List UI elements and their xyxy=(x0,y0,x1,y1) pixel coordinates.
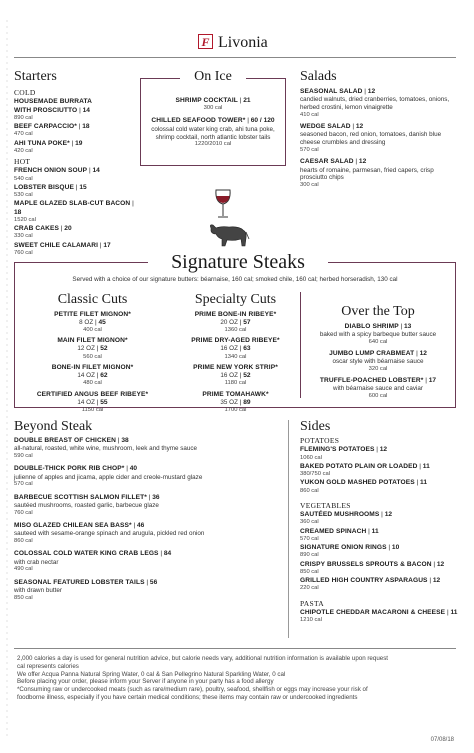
item-calories: 490 cal xyxy=(14,566,33,573)
item-name: CRISPY BRUSSELS SPROUTS & BACON xyxy=(300,560,432,568)
item-description: hearts of romaine, parmesan, fried capers, crisp prosciutto chips xyxy=(300,166,434,182)
item-calories: 890 cal xyxy=(300,552,319,559)
item-name: HOUSEMADE BURRATA xyxy=(14,98,93,106)
item-description: all-natural, roasted, white wine, mushroom, leek and thyme sauce xyxy=(14,445,198,453)
footer-nutrition-note: 2,000 calories a day is used for general nutrition advice, but calorie needs vary, additional nutrition information is available upon request xyxy=(17,655,389,662)
header-divider xyxy=(14,57,456,58)
menu-item: HOUSEMADE BURRATA WITH PROSCIUTTO | 14 890 cal xyxy=(14,98,134,122)
menu-item: CAESAR SALAD | 12 hearts of romaine, parmesan, fried capers, crisp prosciutto chips 300 cal xyxy=(300,158,452,189)
item-price: 57 xyxy=(243,318,251,326)
item-calories: 860 cal xyxy=(14,538,33,545)
menu-item: SIGNATURE ONION RINGS | 10 890 cal xyxy=(300,544,460,559)
item-weight: 14 OZ xyxy=(77,398,95,406)
signature-title-wrap xyxy=(148,252,328,272)
item-description: colossal cold water king crab, ahi tuna poke, shrimp cocktail, north atlantic lobster tails xyxy=(151,125,275,141)
menu-item: SEASONAL FEATURED LOBSTER TAILS | 56 with drawn butter 850 cal xyxy=(14,579,240,602)
on-ice-items xyxy=(146,96,280,149)
menu-item: TRUFFLE-POACHED LOBSTER* | 17 with béarnaise sauce and caviar 600 cal xyxy=(303,377,453,400)
item-name: COLOSSAL COLD WATER KING CRAB LEGS xyxy=(14,550,159,558)
item-price: 21 xyxy=(243,97,251,104)
item-name-cont: WITH PROSCIUTTO xyxy=(14,106,78,114)
hot-subheading: HOT xyxy=(14,157,31,167)
item-price: 62 xyxy=(100,372,108,380)
item-name: WEDGE SALAD xyxy=(300,123,351,131)
item-price: 12 xyxy=(355,123,364,131)
vegetables-subheading: VEGETABLES xyxy=(300,500,351,510)
menu-item: PETITE FILET MIGNON* 8 OZ | 45 400 cal xyxy=(20,311,165,335)
item-description: baked with a spicy barbeque butter sauce xyxy=(319,330,437,338)
item-name: SHRIMP COCKTAIL xyxy=(175,97,238,104)
item-name: FLEMING'S POTATOES xyxy=(300,446,375,454)
menu-item: SEASONAL SALAD | 12 candied walnuts, dried cranberries, tomatoes, onions, herbed crostini, lemon vinaigrette 410 cal xyxy=(300,88,452,119)
item-calories: 760 cal xyxy=(14,509,33,516)
cold-subheading: COLD xyxy=(14,88,36,97)
item-calories: 1360 cal xyxy=(224,326,247,333)
wine-glass-icon xyxy=(208,188,238,224)
item-name: YUKON GOLD MASHED POTATOES xyxy=(300,479,415,487)
menu-item: PRIME TOMAHAWK* 35 OZ | 89 1700 cal xyxy=(163,391,308,415)
over-the-top-title: Over the Top xyxy=(341,304,415,319)
item-price: 11 xyxy=(420,479,427,487)
item-calories: 560 cal xyxy=(83,353,102,360)
item-price: 15 xyxy=(79,183,87,191)
menu-item: CHIPOTLE CHEDDAR MACARONI & CHEESE | 11 1210 cal xyxy=(300,609,460,624)
item-price: 18 xyxy=(14,208,22,216)
item-calories: 1220/2010 cal xyxy=(194,141,232,148)
item-price: 19 xyxy=(75,139,83,147)
item-calories: 1700 cal xyxy=(224,407,247,414)
salads-title: Salads xyxy=(300,69,337,84)
menu-item: FLEMING'S POTATOES | 12 1060 cal xyxy=(300,446,460,461)
menu-item: SAUTÉED MUSHROOMS | 12 360 cal xyxy=(300,511,460,526)
menu-item: YUKON GOLD MASHED POTATOES | 11 860 cal xyxy=(300,479,460,494)
item-name: DOUBLE BREAST OF CHICKEN xyxy=(14,437,117,444)
item-price: 12 xyxy=(358,158,367,166)
footer-water-note: We offer Acqua Panna Natural Spring Water, 0 cal & San Pellegrino Natural Sparkling Water, 0 cal xyxy=(17,670,286,678)
classic-cuts-title: Classic Cuts xyxy=(57,292,128,307)
item-calories: 850 cal xyxy=(300,568,319,575)
menu-item: PRIME NEW YORK STRIP* 16 OZ | 52 1180 cal xyxy=(163,364,308,388)
signature-title: Signature Steaks xyxy=(171,251,305,273)
item-price: 20 xyxy=(64,225,72,233)
menu-item: CREAMED SPINACH | 11 570 cal xyxy=(300,528,460,543)
item-name: GRILLED HIGH COUNTRY ASPARAGUS xyxy=(300,577,428,585)
item-price: 14 xyxy=(92,167,100,175)
item-price: 38 xyxy=(121,437,129,444)
signature-intro: Served with a choice of our signature butters: béarnaise, 160 cal; smoked chile, 160 cal; herbed horseradish, 130 cal xyxy=(72,276,398,283)
item-weight: 12 OZ xyxy=(77,345,95,353)
item-price: 60 / 120 xyxy=(250,117,275,125)
starters-section xyxy=(14,70,134,257)
item-calories: 1060 cal xyxy=(300,454,322,461)
salads-section xyxy=(300,70,452,190)
on-ice-title: On Ice xyxy=(194,69,232,84)
item-calories: 400 cal xyxy=(83,326,102,333)
location-title: Livonia xyxy=(218,34,268,51)
item-price: 52 xyxy=(243,372,251,380)
item-calories: 850 cal xyxy=(14,594,33,601)
specialty-cuts-title: Specialty Cuts xyxy=(194,292,277,307)
item-name: PETITE FILET MIGNON* xyxy=(54,310,131,318)
menu-item: DOUBLE BREAST OF CHICKEN | 38 all-natural, roasted, white wine, mushroom, leek and thyme sauce 590 cal xyxy=(14,437,240,460)
menu-item: BEEF CARPACCIO* | 18 470 cal xyxy=(14,123,134,138)
over-the-top-column xyxy=(303,303,453,400)
column-divider xyxy=(288,420,289,638)
item-description: oscar style with béarnaise sauce xyxy=(332,358,424,366)
item-calories: 300 cal xyxy=(203,105,223,112)
menu-item: SHRIMP COCKTAIL | 21 300 cal xyxy=(146,97,280,112)
sides-title: Sides xyxy=(300,419,331,434)
menu-item: WEDGE SALAD | 12 seasoned bacon, red onion, tomatoes, danish blue cheese crumbles and dressing 570 cal xyxy=(300,123,452,154)
item-price: 11 xyxy=(422,462,430,470)
menu-item: GRILLED HIGH COUNTRY ASPARAGUS | 12 220 cal xyxy=(300,577,460,592)
brand-logo-icon: F xyxy=(198,34,213,49)
item-calories: 380/750 cal xyxy=(300,471,330,478)
item-name: FRENCH ONION SOUP xyxy=(14,167,88,175)
menu-item: AHI TUNA POKE* | 19 420 cal xyxy=(14,140,134,155)
item-price: 17 xyxy=(103,241,111,249)
footer-notes xyxy=(17,655,457,702)
item-name: SIGNATURE ONION RINGS xyxy=(300,544,387,552)
item-calories: 600 cal xyxy=(368,393,388,400)
starters-title: Starters xyxy=(14,69,57,84)
item-weight: 35 OZ xyxy=(220,398,238,406)
item-price: 55 xyxy=(100,398,108,406)
item-name: PRIME TOMAHAWK* xyxy=(202,390,269,398)
item-price: 17 xyxy=(428,377,437,385)
item-calories: 640 cal xyxy=(368,338,388,345)
item-name: BAKED POTATO PLAIN OR LOADED xyxy=(300,462,418,470)
menu-item: DIABLO SHRIMP | 13 baked with a spicy barbeque butter sauce 640 cal xyxy=(303,323,453,346)
item-name: CRAB CAKES xyxy=(14,225,59,233)
menu-item: FRENCH ONION SOUP | 14 540 cal xyxy=(14,167,134,182)
menu-item: PRIME BONE-IN RIBEYE* 20 OZ | 57 1360 cal xyxy=(163,311,308,335)
item-weight: 20 OZ xyxy=(220,318,238,326)
item-name: LOBSTER BISQUE xyxy=(14,183,75,191)
item-price: 89 xyxy=(243,398,251,406)
item-price: 14 xyxy=(82,106,90,114)
item-calories: 570 cal xyxy=(300,535,319,542)
item-name: AHI TUNA POKE* xyxy=(14,139,70,147)
footer-divider xyxy=(14,648,456,649)
item-calories: 760 cal xyxy=(14,249,33,256)
item-weight: 16 OZ xyxy=(220,372,238,380)
item-price: 12 xyxy=(432,577,441,585)
item-weight: 14 OZ xyxy=(77,372,95,380)
item-name: CERTIFIED ANGUS BEEF RIBEYE* xyxy=(36,390,149,398)
item-calories: 420 cal xyxy=(14,147,33,154)
item-price: 40 xyxy=(129,465,138,473)
item-calories: 1340 cal xyxy=(224,353,247,360)
item-calories: 300 cal xyxy=(300,182,319,189)
item-price: 12 xyxy=(419,349,427,357)
item-price: 56 xyxy=(149,578,158,586)
item-price: 12 xyxy=(384,511,393,519)
item-description: sauteed with sesame-orange spinach and arugula, pickled red onion xyxy=(14,530,205,538)
item-calories: 890 cal xyxy=(14,114,33,121)
on-ice-title-wrap xyxy=(180,70,246,84)
item-name: PRIME DRY-AGED RIBEYE* xyxy=(191,337,280,345)
menu-item: SWEET CHILE CALAMARI | 17 760 cal xyxy=(14,242,134,257)
item-name: SWEET CHILE CALAMARI xyxy=(14,241,99,249)
item-calories: 570 cal xyxy=(14,481,33,488)
menu-item: MAPLE GLAZED SLAB-CUT BACON | 18 1520 cal xyxy=(14,200,134,223)
item-description: sautéed mushrooms, roasted garlic, barbecue glaze xyxy=(14,501,159,509)
item-price: 11 xyxy=(450,608,458,616)
item-description: with crab nectar xyxy=(14,558,59,566)
item-name: MISO GLAZED CHILEAN SEA BASS* xyxy=(14,521,132,529)
page-edge-marks xyxy=(4,0,12,753)
item-name: BONE-IN FILET MIGNON* xyxy=(51,363,134,371)
item-calories: 360 cal xyxy=(300,519,319,526)
menu-item: JUMBO LUMP CRABMEAT | 12 oscar style with béarnaise sauce 320 cal xyxy=(303,350,453,373)
item-calories: 590 cal xyxy=(14,453,33,460)
item-calories: 1520 cal xyxy=(14,216,36,223)
menu-item: CERTIFIED ANGUS BEEF RIBEYE* 14 OZ | 55 1150 cal xyxy=(20,391,165,415)
item-name: BARBECUE SCOTTISH SALMON FILLET* xyxy=(14,493,147,501)
menu-item: PRIME DRY-AGED RIBEYE* 16 OZ | 63 1340 cal xyxy=(163,337,308,361)
item-price: 84 xyxy=(163,550,172,558)
item-name: MAIN FILET MIGNON* xyxy=(57,337,128,345)
item-calories: 540 cal xyxy=(14,175,33,182)
menu-item: CRISPY BRUSSELS SPROUTS & BACON | 12 850 cal xyxy=(300,561,460,576)
over-the-top-divider xyxy=(300,292,301,398)
item-name: PRIME NEW YORK STRIP* xyxy=(193,363,278,371)
item-price: 13 xyxy=(404,322,412,330)
item-calories: 480 cal xyxy=(83,380,102,387)
item-calories: 470 cal xyxy=(14,131,33,138)
item-calories: 410 cal xyxy=(300,111,319,118)
beyond-steak-title: Beyond Steak xyxy=(14,419,93,434)
item-name: SEASONAL FEATURED LOBSTER TAILS xyxy=(14,578,145,586)
footer-raw-warning-cont: foodborne illness, especially if you have certain medical conditions; these items may contain raw or undercooked ingredients xyxy=(17,693,358,701)
footer-raw-warning: *Consuming raw or undercooked meats (such as rare/medium rare), poultry, seafood, shellfish or eggs may increase your risk of xyxy=(17,686,368,693)
item-price: 11 xyxy=(371,527,379,535)
item-name: BEEF CARPACCIO* xyxy=(14,123,77,131)
item-name: MAPLE GLAZED SLAB-CUT BACON xyxy=(14,200,131,208)
item-price: 63 xyxy=(243,345,251,353)
menu-item: CHILLED SEAFOOD TOWER* | 60 / 120 colossal cold water king crab, ahi tuna poke, shrimp cocktail, north atlantic lobster tails 1220/2010 cal xyxy=(146,117,280,148)
item-name: PRIME BONE-IN RIBEYE* xyxy=(194,310,277,318)
item-name: CHIPOTLE CHEDDAR MACARONI & CHEESE xyxy=(300,608,446,616)
item-price: 12 xyxy=(436,560,445,568)
item-name: SAUTÉED MUSHROOMS xyxy=(300,511,380,519)
menu-item: MISO GLAZED CHILEAN SEA BASS* | 46 sauteed with sesame-orange spinach and arugula, pickled red onion 860 cal xyxy=(14,522,240,545)
menu-item: CRAB CAKES | 20 330 cal xyxy=(14,225,134,240)
item-calories: 1180 cal xyxy=(224,380,247,387)
specialty-cuts-column xyxy=(163,291,308,414)
menu-item: BAKED POTATO PLAIN OR LOADED | 11 380/750 cal xyxy=(300,463,460,478)
item-name: JUMBO LUMP CRABMEAT xyxy=(329,349,415,357)
potatoes-subheading: POTATOES xyxy=(300,436,340,445)
item-calories: 330 cal xyxy=(14,233,33,240)
item-calories: 570 cal xyxy=(300,147,319,154)
item-calories: 1210 cal xyxy=(300,617,322,624)
item-name: DIABLO SHRIMP xyxy=(344,322,399,330)
menu-item: MAIN FILET MIGNON* 12 OZ | 52 560 cal xyxy=(20,337,165,361)
item-name: CREAMED SPINACH xyxy=(300,527,367,535)
item-price: 45 xyxy=(98,318,106,326)
item-price: 10 xyxy=(391,544,400,552)
menu-item: COLOSSAL COLD WATER KING CRAB LEGS | 84 with crab nectar 490 cal xyxy=(14,550,240,573)
footer-allergy-note: Before placing your order, please inform your Server if anyone in your party has a food allergy xyxy=(17,678,274,686)
item-name: TRUFFLE-POACHED LOBSTER* xyxy=(319,377,424,385)
item-price: 52 xyxy=(100,345,108,353)
item-name: CAESAR SALAD xyxy=(300,158,354,166)
item-price: 12 xyxy=(367,88,376,95)
item-name: SEASONAL SALAD xyxy=(300,88,363,95)
item-description: julienne of apples and jicama, apple cider and creole-mustard glaze xyxy=(14,473,203,481)
menu-item: LOBSTER BISQUE | 15 530 cal xyxy=(14,184,134,199)
item-description: seasoned bacon, red onion, tomatoes, danish blue cheese crumbles and dressing xyxy=(300,131,442,147)
item-price: 12 xyxy=(379,446,388,454)
item-description: with drawn butter xyxy=(14,586,62,594)
item-price: 36 xyxy=(152,493,160,501)
item-weight: 16 OZ xyxy=(220,345,238,353)
beyond-steak-section xyxy=(14,420,240,602)
pasta-subheading: PASTA xyxy=(300,598,324,608)
item-name: DOUBLE-THICK PORK RIB CHOP* xyxy=(14,465,125,473)
item-price: 46 xyxy=(137,521,145,529)
item-calories: 220 cal xyxy=(300,585,319,592)
footer-cal-note: cal represents calories xyxy=(17,662,79,670)
item-calories: 860 cal xyxy=(300,487,319,494)
item-name: CHILLED SEAFOOD TOWER* xyxy=(151,117,246,125)
menu-item: DOUBLE-THICK PORK RIB CHOP* | 40 julienne of apples and jicama, apple cider and creole-mustard glaze 570 cal xyxy=(14,465,240,488)
item-description: with béarnaise sauce and caviar xyxy=(333,385,423,393)
menu-item: BONE-IN FILET MIGNON* 14 OZ | 62 480 cal xyxy=(20,364,165,388)
sides-section xyxy=(300,420,460,624)
item-calories: 530 cal xyxy=(14,192,33,199)
print-date: 07/08/18 xyxy=(430,737,454,743)
item-price: 18 xyxy=(82,123,90,131)
bull-icon xyxy=(207,222,251,248)
item-description: candied walnuts, dried cranberries, tomatoes, onions, herbed crostini, lemon vinaigrette xyxy=(300,96,450,112)
item-calories: 1150 cal xyxy=(81,407,104,414)
menu-item: BARBECUE SCOTTISH SALMON FILLET* | 36 sautéed mushrooms, roasted garlic, barbecue glaze 760 cal xyxy=(14,494,240,517)
item-calories: 320 cal xyxy=(368,365,388,372)
classic-cuts-column xyxy=(20,291,165,414)
item-weight: 8 OZ xyxy=(79,318,94,326)
